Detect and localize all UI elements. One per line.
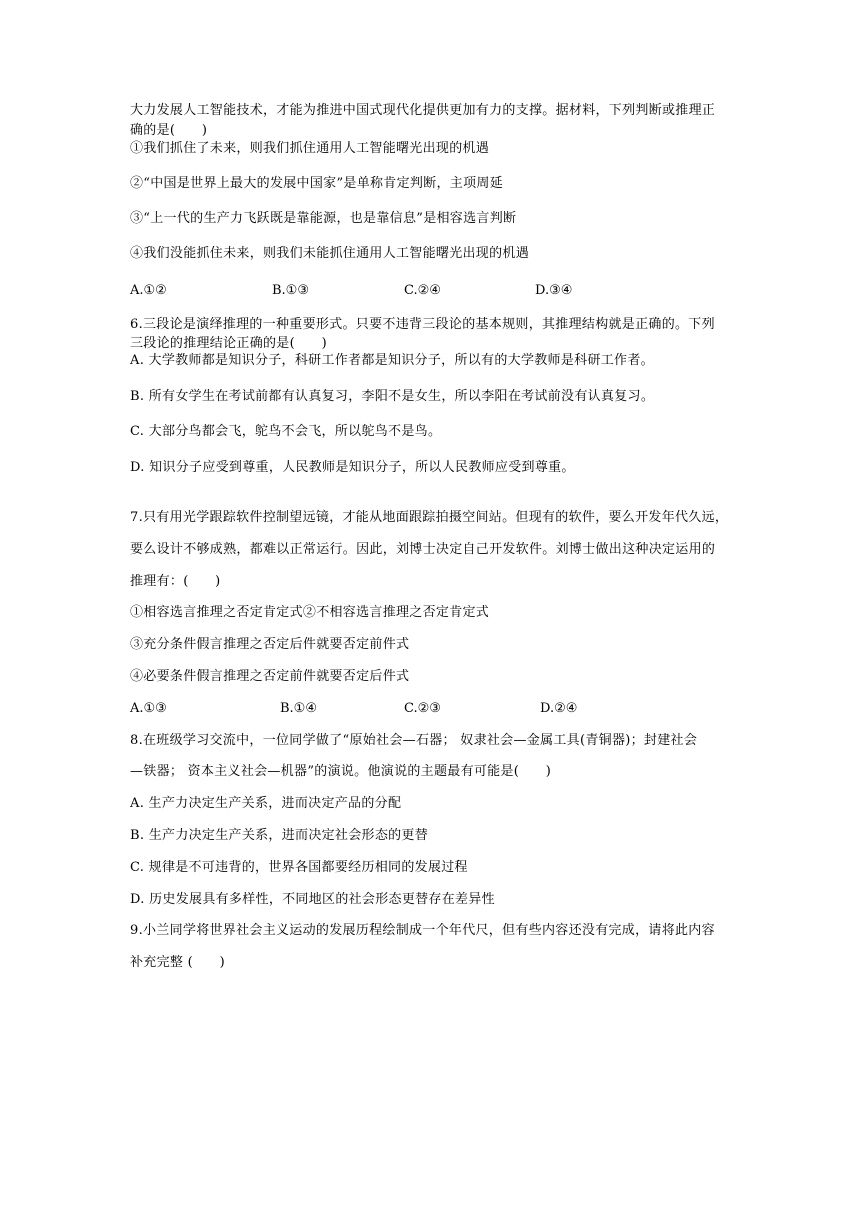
q7-item-2: ③充分条件假言推理之否定后件就要否定前件式 <box>130 637 410 652</box>
q9-stem-line-2: 补充完整 ( ) <box>130 955 225 970</box>
q6-stem-line-1: 6.三段论是演绎推理的一种重要形式。只要不违背三段论的基本规则，其推理结构就是正确的。下列 <box>130 317 715 332</box>
q5-option-d: D.③④ <box>535 283 573 298</box>
q7-option-a: A.①③ <box>130 701 167 716</box>
q5-stem-line-2: 确的是( ) <box>130 123 208 138</box>
q5-item-4: ④我们没能抓住未来，则我们未能抓住通用人工智能曙光出现的机遇 <box>130 246 530 261</box>
q8-option-a: A. 生产力决定生产关系，进而决定产品的分配 <box>130 796 402 811</box>
q6-option-c: C. 大部分鸟都会飞，鸵鸟不会飞，所以鸵鸟不是鸟。 <box>130 424 442 439</box>
q5-item-2: ②“中国是世界上最大的发展中国家”是单称肯定判断，主项周延 <box>130 176 503 191</box>
q7-option-b: B.①④ <box>280 701 317 716</box>
q7-option-d: D.②④ <box>540 701 578 716</box>
q7-stem-line-2: 要么设计不够成熟，都难以正常运行。因此，刘博士决定自己开发软件。刘博士做出这种决定运用的 <box>130 542 716 557</box>
q5-option-c: C.②④ <box>404 283 441 298</box>
q6-option-a: A. 大学教师都是知识分子，科研工作者都是知识分子，所以有的大学教师是科研工作者。 <box>130 353 654 368</box>
q8-stem-line-1: 8.在班级学习交流中，一位同学做了“原始社会—石器； 奴隶社会—金属工具(青铜器)；封建社会 <box>130 733 698 748</box>
q5-stem-line-1: 大力发展人工智能技术，才能为推进中国式现代化提供更加有力的支撑。据材料，下列判断或推理正 <box>130 103 716 118</box>
q6-stem-line-2: 三段论的推理结论正确的是( ) <box>130 336 327 351</box>
q8-option-b: B. 生产力决定生产关系，进而决定社会形态的更替 <box>130 828 429 843</box>
q7-option-c: C.②③ <box>404 701 441 716</box>
q7-item-1: ①相容选言推理之否定肯定式②不相容选言推理之否定肯定式 <box>130 605 490 620</box>
q5-option-b: B.①③ <box>272 283 309 298</box>
q8-stem-line-2: —铁器； 资本主义社会—机器”的演说。他演说的主题最有可能是( ) <box>130 764 552 779</box>
q7-stem-line-3: 推理有：( ) <box>130 574 221 589</box>
q8-option-c: C. 规律是不可违背的，世界各国都要经历相同的发展过程 <box>130 860 468 875</box>
q5-item-1: ①我们抓住了未来，则我们抓住通用人工智能曙光出现的机遇 <box>130 141 490 156</box>
q8-option-d: D. 历史发展具有多样性，不同地区的社会形态更替存在差异性 <box>130 892 495 907</box>
q5-item-3: ③“上一代的生产力飞跃既是靠能源，也是靠信息”是相容选言判断 <box>130 211 517 226</box>
q7-stem-line-1: 7.只有用光学跟踪软件控制望远镜，才能从地面跟踪拍摄空间站。但现有的软件，要么开发年代久远， <box>130 510 729 525</box>
q9-stem-line-1: 9.小兰同学将世界社会主义运动的发展历程绘制成一个年代尺，但有些内容还没有完成，请将此内容 <box>130 923 715 938</box>
q5-option-a: A.①② <box>130 283 167 298</box>
q6-option-d: D. 知识分子应受到尊重，人民教师是知识分子，所以人民教师应受到尊重。 <box>130 460 575 475</box>
q6-option-b: B. 所有女学生在考试前都有认真复习，李阳不是女生，所以李阳在考试前没有认真复习。 <box>130 389 655 404</box>
q7-item-3: ④必要条件假言推理之否定前件就要否定后件式 <box>130 669 410 684</box>
